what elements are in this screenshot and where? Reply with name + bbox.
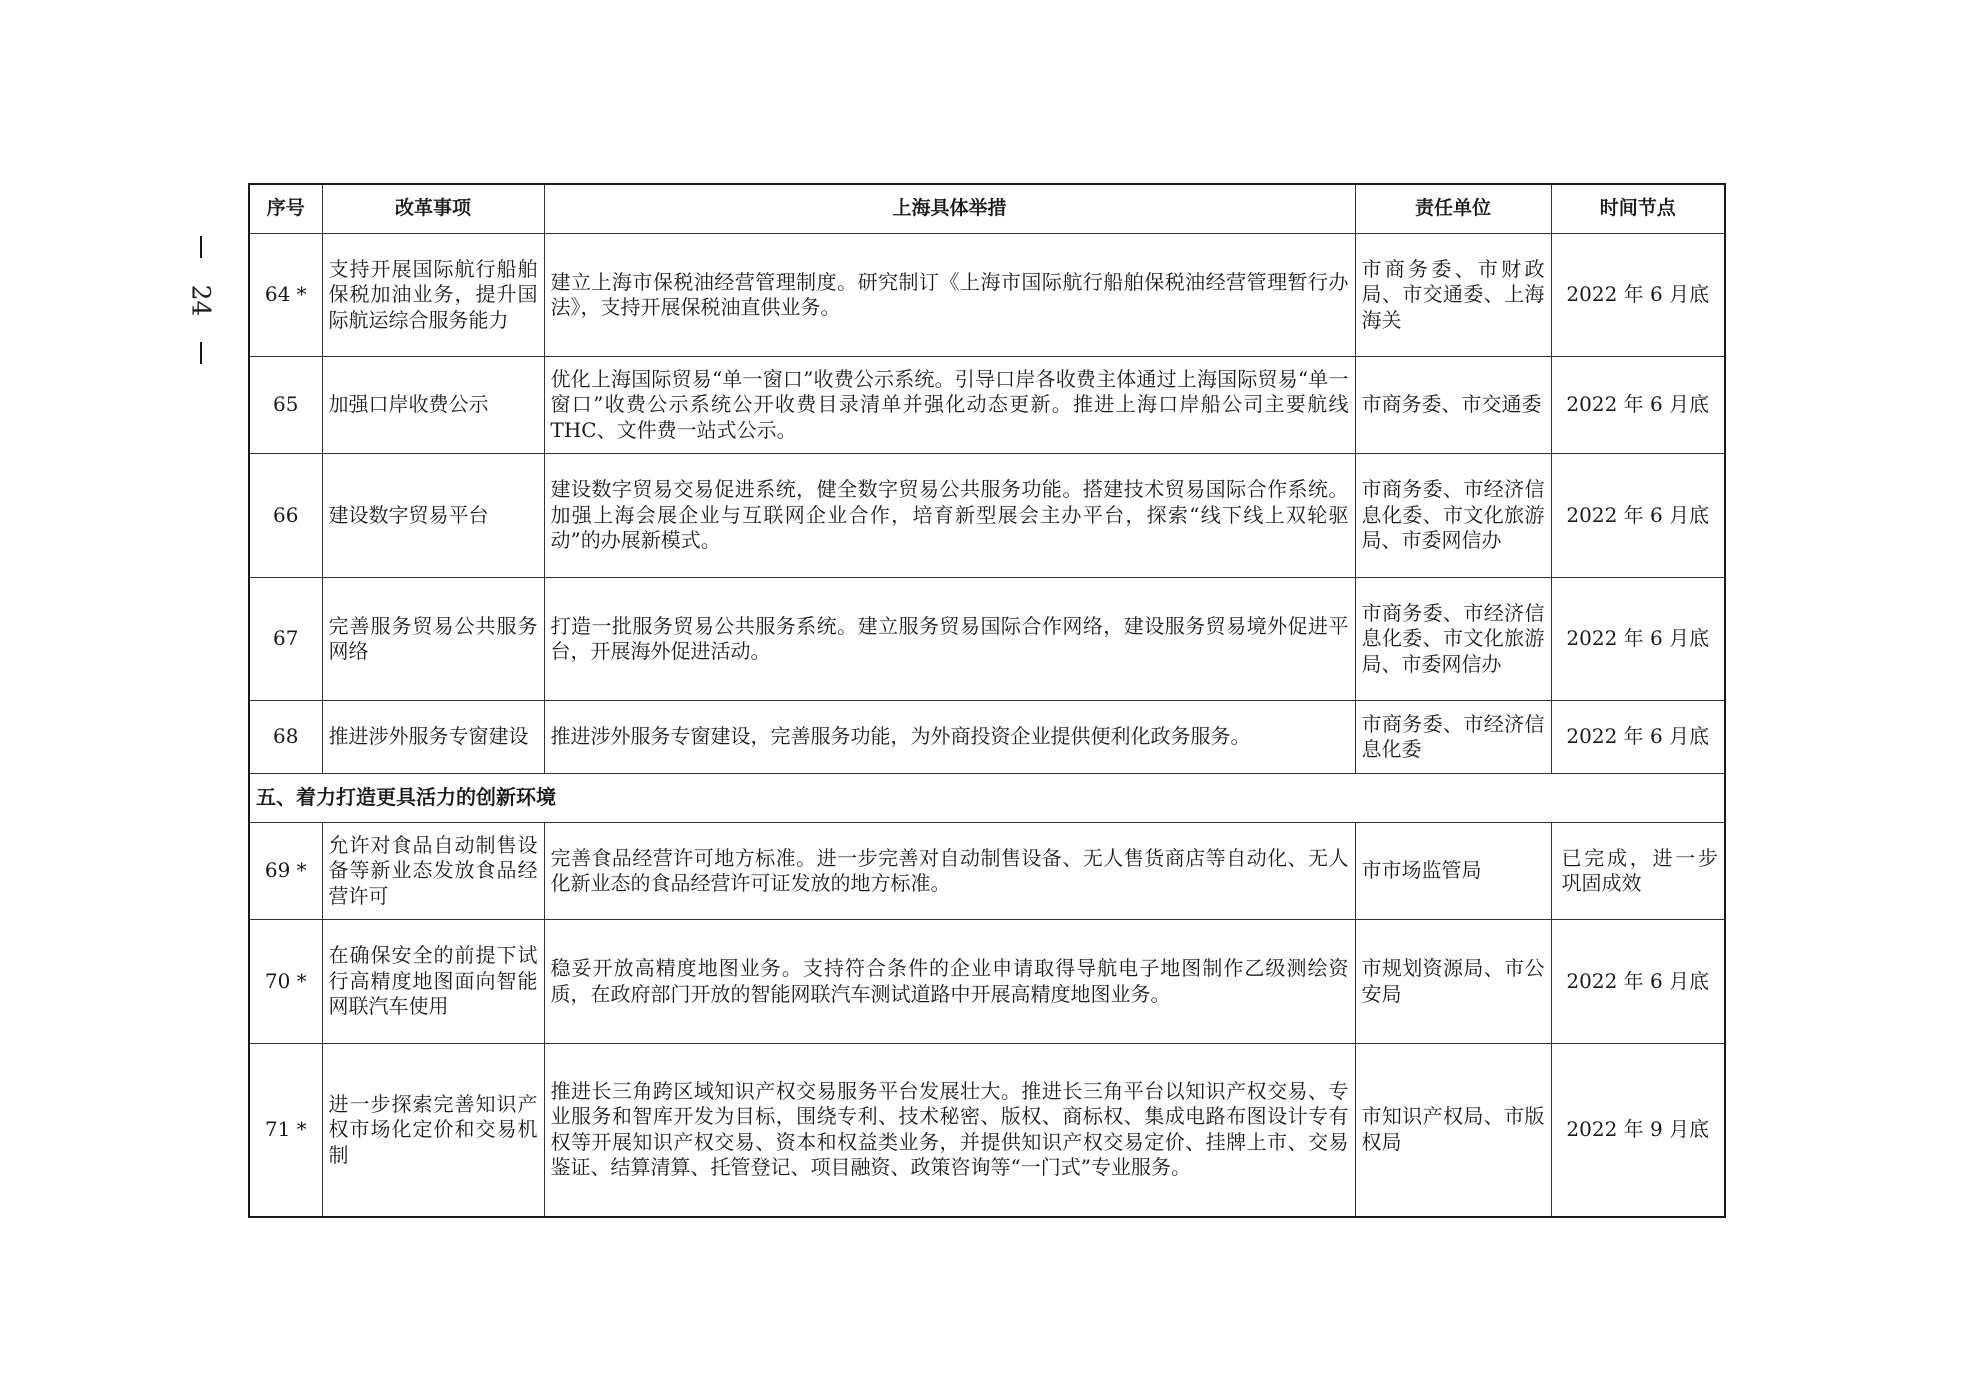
- row-time: 已完成，进一步巩固成效: [1551, 823, 1725, 920]
- row-time: 2022 年 6 月底: [1551, 357, 1725, 454]
- row-no: 69 *: [249, 823, 322, 920]
- row-item: 推进涉外服务专窗建设: [322, 701, 544, 774]
- row-time: 2022 年 6 月底: [1551, 920, 1725, 1044]
- table-row: [249, 234, 1725, 357]
- row-measure: 优化上海国际贸易“单一窗口”收费公示系统。引导口岸各收费主体通过上海国际贸易“单一窗口”收费公示系统公开收费目录清单并强化动态更新。推进上海口岸船公司主要航线 THC、文件费一站式公示。: [544, 357, 1355, 454]
- row-time: 2022 年 6 月底: [1551, 234, 1725, 357]
- row-no: 65: [249, 357, 322, 454]
- row-no: 70 *: [249, 920, 322, 1044]
- row-time: 2022 年 6 月底: [1551, 701, 1725, 774]
- row-item: 在确保安全的前提下试行高精度地图面向智能网联汽车使用: [322, 920, 544, 1044]
- row-unit: 市商务委、市经济信息化委、市文化旅游局、市委网信办: [1355, 454, 1551, 578]
- table-row: [249, 823, 1725, 920]
- table-row: [249, 357, 1725, 454]
- header-measure: 上海具体举措: [544, 184, 1355, 234]
- section-row: [249, 774, 1725, 823]
- row-no: 64 *: [249, 234, 322, 357]
- row-measure: 建立上海市保税油经营管理制度。研究制订《上海市国际航行船舶保税油经营管理暂行办法》，支持开展保税油直供业务。: [544, 234, 1355, 357]
- row-no: 68: [249, 701, 322, 774]
- row-unit: 市市场监管局: [1355, 823, 1551, 920]
- row-measure: 打造一批服务贸易公共服务系统。建立服务贸易国际合作网络，建设服务贸易境外促进平台，开展海外促进活动。: [544, 578, 1355, 701]
- section-title: 五、着力打造更具活力的创新环境: [249, 774, 1725, 823]
- page-number-text: 24: [186, 284, 216, 316]
- header-time: 时间节点: [1551, 184, 1725, 234]
- header-no: 序号: [249, 184, 322, 234]
- table-row: [249, 920, 1725, 1044]
- row-time: 2022 年 6 月底: [1551, 578, 1725, 701]
- header-unit: 责任单位: [1355, 184, 1551, 234]
- page-number-dash-bottom: [200, 342, 202, 364]
- row-no: 71 *: [249, 1044, 322, 1217]
- row-unit: 市商务委、市经济信息化委: [1355, 701, 1551, 774]
- page-number-dash-top: [200, 236, 202, 258]
- row-measure: 稳妥开放高精度地图业务。支持符合条件的企业申请取得导航电子地图制作乙级测绘资质，在政府部门开放的智能网联汽车测试道路中开展高精度地图业务。: [544, 920, 1355, 1044]
- row-time: 2022 年 9 月底: [1551, 1044, 1725, 1217]
- row-no: 67: [249, 578, 322, 701]
- table-header-row: [249, 184, 1725, 234]
- row-item: 支持开展国际航行船舶保税加油业务，提升国际航运综合服务能力: [322, 234, 544, 357]
- row-item: 加强口岸收费公示: [322, 357, 544, 454]
- row-measure: 推进长三角跨区域知识产权交易服务平台发展壮大。推进长三角平台以知识产权交易、专业服务和智库开发为目标，围绕专利、技术秘密、版权、商标权、集成电路布图设计专有权等开展知识产权交易、资本和权益类业务，并提供知识产权交易定价、挂牌上市、交易鉴证、结算清算、托管登记、项目融资、政策咨询等“一门式”专业服务。: [544, 1044, 1355, 1217]
- row-item: 进一步探索完善知识产权市场化定价和交易机制: [322, 1044, 544, 1217]
- row-unit: 市商务委、市财政局、市交通委、上海海关: [1355, 234, 1551, 357]
- row-item: 完善服务贸易公共服务网络: [322, 578, 544, 701]
- row-no: 66: [249, 454, 322, 578]
- row-item: 建设数字贸易平台: [322, 454, 544, 578]
- page-number: [186, 236, 216, 364]
- row-item: 允许对食品自动制售设备等新业态发放食品经营许可: [322, 823, 544, 920]
- row-time: 2022 年 6 月底: [1551, 454, 1725, 578]
- table-row: [249, 701, 1725, 774]
- row-measure: 推进涉外服务专窗建设，完善服务功能，为外商投资企业提供便利化政务服务。: [544, 701, 1355, 774]
- row-unit: 市商务委、市交通委: [1355, 357, 1551, 454]
- row-measure: 完善食品经营许可地方标准。进一步完善对自动制售设备、无人售货商店等自动化、无人化新业态的食品经营许可证发放的地方标准。: [544, 823, 1355, 920]
- table-row: [249, 1044, 1725, 1217]
- row-unit: 市规划资源局、市公安局: [1355, 920, 1551, 1044]
- row-measure: 建设数字贸易交易促进系统，健全数字贸易公共服务功能。搭建技术贸易国际合作系统。加强上海会展企业与互联网企业合作，培育新型展会主办平台，探索“线下线上双轮驱动”的办展新模式。: [544, 454, 1355, 578]
- table-row: [249, 578, 1725, 701]
- reform-table: [248, 183, 1726, 1218]
- table-row: [249, 454, 1725, 578]
- row-unit: 市知识产权局、市版权局: [1355, 1044, 1551, 1217]
- row-unit: 市商务委、市经济信息化委、市文化旅游局、市委网信办: [1355, 578, 1551, 701]
- header-item: 改革事项: [322, 184, 544, 234]
